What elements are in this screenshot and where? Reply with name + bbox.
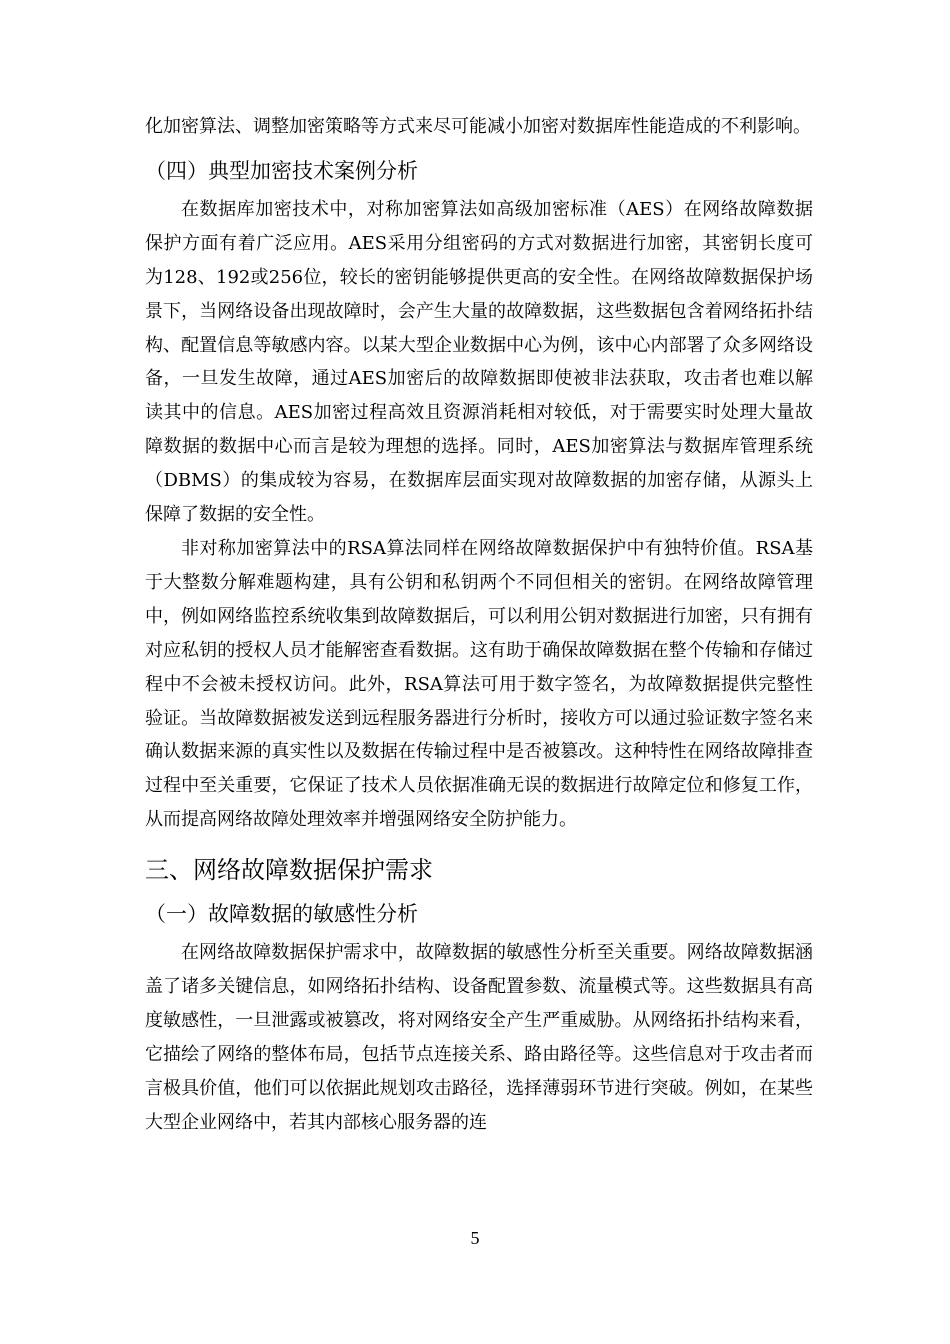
- page-body: [145, 110, 813, 1140]
- subheading-case-analysis: （四）典型加密技术案例分析: [145, 158, 418, 183]
- page-number: 5: [470, 1228, 480, 1248]
- section-heading-protection-requirements: 三、网络故障数据保护需求: [145, 856, 433, 885]
- paragraph-rsa: 非对称加密算法中的RSA算法同样在网络故障数据保护中有独特价值。RSA基于大整数分解难题构建，具有公钥和私钥两个不同但相关的密钥。在网络故障管理中，例如网络监控系统收集到故障数据后，可以利用公钥对数据进行加密，只有拥有对应私钥的授权人员才能解密查看数据。这有助于确保故障数据在整个传输和存储过程中不会被未授权访问。此外，RSA算法可用于数字签名，为故障数据提供完整性验证。当故障数据被发送到远程服务器进行分析时，接收方可以通过验证数字签名来确认数据来源的真实性以及数据在传输过程中是否被篡改。这种特性在网络故障排查过程中至关重要，它保证了技术人员依据准确无误的数据进行故障定位和修复工作，从而提高网络故障处理效率并增强网络安全防护能力。: [145, 537, 813, 831]
- subheading-sensitivity-analysis: （一）故障数据的敏感性分析: [145, 902, 418, 927]
- paragraph-intro: 化加密算法、调整加密策略等方式来尽可能减小加密对数据库性能造成的不利影响。: [145, 116, 811, 137]
- paragraph-aes: 在数据库加密技术中，对称加密算法如高级加密标准（AES）在网络故障数据保护方面有着广泛应用。AES采用分组密码的方式对数据进行加密，其密钥长度可为128、192或256位，较长的密钥能够提供更高的安全性。在网络故障数据保护场景下，当网络设备出现故障时，会产生大量的故障数据，这些数据包含着网络拓扑结构、配置信息等敏感内容。以某大型企业数据中心为例，该中心内部署了众多网络设备，一旦发生故障，通过AES加密后的故障数据即使被非法获取，攻击者也难以解读其中的信息。AES加密过程高效且资源消耗相对较低，对于需要实时处理大量故障数据的数据中心而言是较为理想的选择。同时，AES加密算法与数据库管理系统（DBMS）的集成较为容易，在数据库层面实现对故障数据的加密存储，从源头上保障了数据的安全性。: [145, 198, 813, 526]
- paragraph-sensitivity: 在网络故障数据保护需求中，故障数据的敏感性分析至关重要。网络故障数据涵盖了诸多关键信息，如网络拓扑结构、设备配置参数、流量模式等。这些数据具有高度敏感性，一旦泄露或被篡改，将对网络安全产生严重威胁。从网络拓扑结构来看，它描绘了网络的整体布局，包括节点连接关系、路由路径等。这些信息对于攻击者而言极具价值，他们可以依据此规划攻击路径，选择薄弱环节进行突破。例如，在某些大型企业网络中，若其内部核心服务器的连: [145, 942, 813, 1133]
